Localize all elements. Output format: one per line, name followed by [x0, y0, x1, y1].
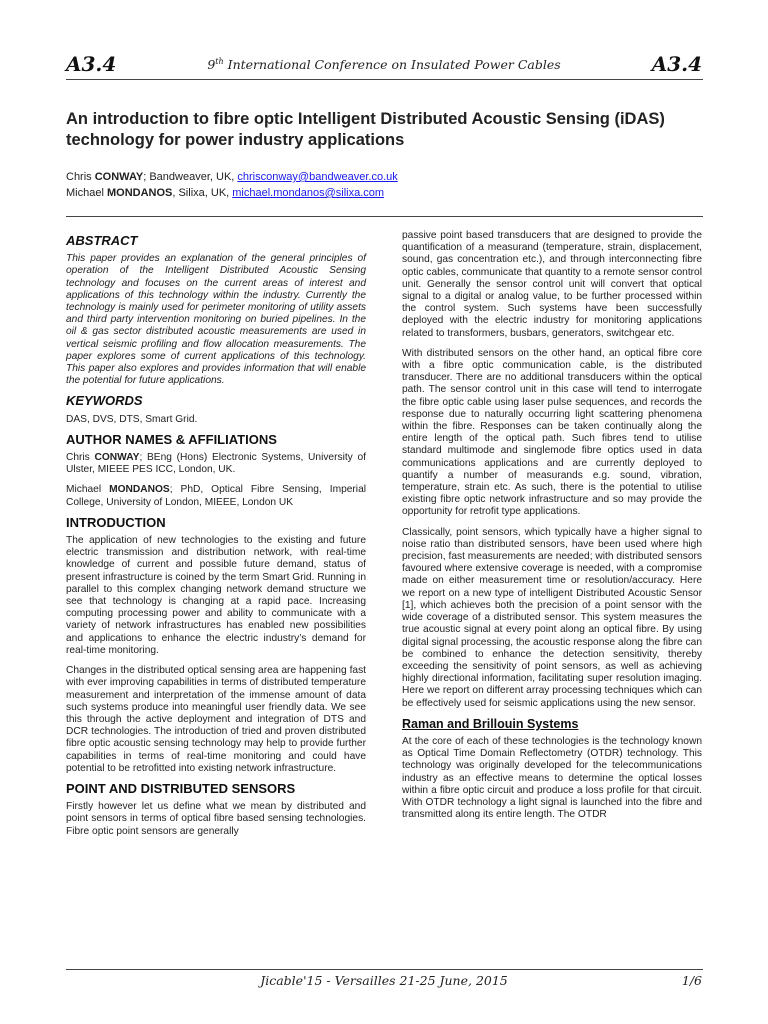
aff-1-first: Chris	[66, 452, 95, 464]
abstract-text: This paper provides an explanation of the general principles of operation of the Intelligent Distributed Acoustic Sensing technology and focuses on the current areas of interest and applications of this technology within the industry. Currently the technology is mainly used for perimeter monitoring of utility assets and third party intervention monitoring on buried pipelines. In the oil & gas sector distributed acoustic measurements are used in vertical seismic profiling and flow allocation measurements. The paper explores some of current applications of this technology. This paper also explores and provides information that will enable the potential for future applications.	[66, 253, 366, 387]
affiliation-2	[66, 484, 366, 508]
raman-brillouin-heading: Raman and Brillouin Systems	[402, 716, 579, 731]
author-1-aff: ; Bandweaver, UK,	[143, 171, 238, 183]
sensors-paragraph-1: Firstly however let us define what we mean by distributed and point sensors in terms of optical fibre based sensing technologies. Fibre optic point sensors are generally	[66, 801, 366, 837]
author-1	[66, 169, 398, 185]
affiliation-1	[66, 452, 366, 476]
aff-2-last: MONDANOS	[109, 484, 170, 496]
body-paragraph-4: At the core of each of these technologies is the technology known as Optical Time Domain Reflectometry (OTDR) technology. This technology was originally developed for the telecommunications industry as an effective means to determine the optical losses within a fibre optic circuit and produce a loss profile for that circuit. With OTDR technology a light signal is launched into the fibre and transmitted along its entire length. The OTDR	[402, 735, 702, 821]
page-number: 1/6	[681, 973, 702, 988]
conf-title: International Conference on Insulated Power Cables	[223, 57, 561, 73]
body-paragraph-3: Classically, point sensors, which typically have a higher signal to noise ratio than distributed sensors, have been used where high precision, fast measurements are needed; with distributed sensors favoured where extensive coverage is needed, with a compromise made on either measurement time or resolution/accuracy. Here we report on a new type of intelligent Distributed Acoustic Sensor [1], which achieves both the precision of a point sensor with the wide coverage of a distributed sensor. This system measures the true acoustic signal at every point along an optical fibre. By using digital signal processing, the acoustic response along the fibre can be combined to enhance the detection sensitivity, thereby exceeding the sensitivity of point sensors, as well as achieving highly directional information, facilitating super resolution imaging. Here we report on different array processing techniques which can be effectively used for seismic applications using the new sensor.	[402, 526, 702, 709]
sensors-heading: POINT AND DISTRIBUTED SENSORS	[66, 780, 296, 796]
author-2	[66, 185, 398, 201]
conf-ordinal: 9	[207, 57, 216, 73]
author-1-email-link[interactable]: chrisconway@bandweaver.co.uk	[237, 171, 398, 183]
aff-1-last: CONWAY	[94, 452, 140, 464]
keywords-heading: KEYWORDS	[66, 393, 143, 409]
conf-ordinal-suffix: th	[215, 57, 224, 66]
author-1-first: Chris	[66, 171, 95, 183]
author-2-last: MONDANOS	[106, 187, 173, 199]
keywords-text: DAS, DVS, DTS, Smart Grid.	[66, 413, 198, 425]
left-column	[66, 230, 366, 846]
intro-paragraph-1: The application of new technologies to the existing and future electric transmission and distribution network, with real-time knowledge of current and possible future demand, status of present infrastructure is coined by the term Smart Grid. Running in parallel to this complex changing network demand structure we see that technology is changing at a rapid pace. Increasing computing processing power and ability to communicate with a variety of network infrastructures has enabled new possibilities and applications to enhance the electric industry’s demand for real-time monitoring.	[66, 535, 366, 656]
affiliations-heading: AUTHOR NAMES & AFFILIATIONS	[66, 431, 277, 447]
header-rule	[66, 79, 703, 80]
footer-rule	[66, 969, 703, 970]
aff-2-first: Michael	[66, 484, 110, 496]
body-paragraph-1: passive point based transducers that are designed to provide the quantification of a measurand (temperature, strain, displacement, sound, gas concentration etc.), and through interconnecting fibre optic cables, communicate that quantity to a remote sensor control unit. Generally the sensor control unit will convert that optical signal to a digital or analog value, to be further processed within the control system. Such systems have been successfully deployed with the electric industry for monitoring applications related to transformers, busbars, generators, switchgear etc.	[402, 230, 702, 339]
author-2-email-link[interactable]: michael.mondanos@silixa.com	[232, 187, 385, 199]
paper-title: An introduction to fibre optic Intelligent Distributed Acoustic Sensing (iDAS) technology for power industry applications	[66, 110, 665, 149]
title-rule	[66, 216, 703, 217]
aff-1-details: ; BEng (Hons) Electronic Systems, University of Ulster, MIEEE PES ICC, London, UK.	[66, 452, 366, 476]
author-2-aff: , Silixa, UK,	[172, 187, 233, 199]
author-2-first: Michael	[66, 187, 107, 199]
body-paragraph-2: With distributed sensors on the other hand, an optical fibre core with a fibre optic communication cable, is the distributed transducer. There are no additional transducers within the optical path. The sensor control unit in this case will tend to interrogate the fibre optic cable using laser pulse sequences, and records the response due to naturally occurring light scattering phenomena within the fibre. Responses can be taken continually along the entire length of the optical path. Such fibres tend to utilise standard multimode and singlemode fibre optics used in data communications applications and are currently deployed to quantify a number of measurands e.g. sound, vibration, temperature, strain etc. As such, there is the potential to utilise existing fibre optic network infrastructure and so may provide the opportunity for retrofit type applications.	[402, 347, 702, 518]
intro-paragraph-2: Changes in the distributed optical sensing area are happening fast with ever improving capabilities in terms of distributed temperature measurement and interpretation of the immense amount of data such systems produce into meaningful user friendly data. We see this through the active deployment and integration of DTS and DCR technologies. The introduction of tried and proven distributed fibre optic acoustic sensing technology may help to provide further capabilities in terms of real-time monitoring and could have potential to be retrofitted into existing network infrastructure.	[66, 665, 366, 774]
author-1-last: CONWAY	[94, 171, 144, 183]
author-list	[66, 169, 398, 201]
right-column	[402, 230, 702, 829]
abstract-heading: ABSTRACT	[66, 233, 138, 248]
footer-conference: Jicable'15 - Versailles 21-25 June, 2015	[260, 973, 508, 988]
paper-code-right: A3.4	[651, 52, 702, 76]
aff-2-details: ; PhD, Optical Fibre Sensing, Imperial College, University of London, MIEEE, London UK	[66, 484, 366, 508]
introduction-heading: INTRODUCTION	[66, 514, 166, 530]
paper-code-left: A3.4	[66, 52, 117, 76]
